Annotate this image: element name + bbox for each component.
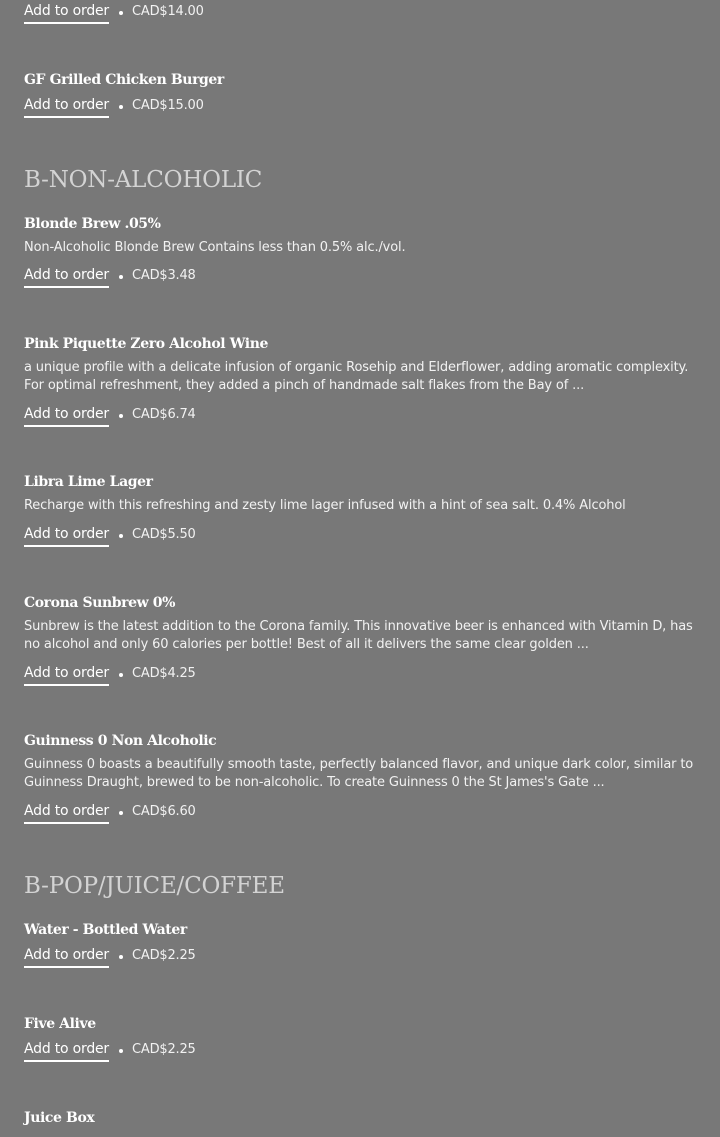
- item-name: Libra Lime Lager: [24, 474, 153, 490]
- add-to-order-link[interactable]: Add to order: [24, 525, 109, 547]
- order-row: [24, 405, 696, 429]
- item-name: Pink Piquette Zero Alcohol Wine: [24, 336, 268, 352]
- add-to-order-link[interactable]: Add to order: [24, 266, 109, 288]
- separator-dot-icon: [119, 534, 123, 538]
- item-description: Recharge with this refreshing and zesty lime lager infused with a hint of sea salt. 0.4% Alcohol: [24, 498, 626, 513]
- add-to-order-link[interactable]: Add to order: [24, 1040, 109, 1062]
- item-price: CAD$2.25: [132, 948, 196, 963]
- separator-dot-icon: [119, 275, 123, 279]
- order-row: [24, 96, 696, 120]
- item-description: Non-Alcoholic Blonde Brew Contains less than 0.5% alc./vol.: [24, 240, 406, 255]
- item-name: Juice Box: [24, 1110, 95, 1126]
- add-to-order-link[interactable]: Add to order: [24, 96, 109, 118]
- order-row: [24, 1040, 696, 1064]
- order-row: [24, 802, 696, 826]
- menu-item: [24, 473, 696, 515]
- menu-item: [24, 1015, 696, 1033]
- separator-dot-icon: [119, 673, 123, 677]
- menu-item: [24, 335, 696, 395]
- add-to-order-link[interactable]: Add to order: [24, 946, 109, 968]
- item-price: CAD$3.48: [132, 268, 196, 283]
- add-to-order-link[interactable]: Add to order: [24, 664, 109, 686]
- menu-item: [24, 1109, 696, 1127]
- section-title: B-NON-ALCOHOLIC: [24, 167, 263, 193]
- order-row: [24, 2, 696, 26]
- separator-dot-icon: [119, 1049, 123, 1053]
- menu-item: [24, 921, 696, 939]
- item-price: CAD$6.60: [132, 804, 196, 819]
- item-price: CAD$14.00: [132, 4, 204, 19]
- item-name: Guinness 0 Non Alcoholic: [24, 733, 217, 749]
- separator-dot-icon: [119, 414, 123, 418]
- item-name: Corona Sunbrew 0%: [24, 595, 176, 611]
- separator-dot-icon: [119, 105, 123, 109]
- order-row: [24, 946, 696, 970]
- menu-item: [24, 732, 696, 792]
- item-description: Sunbrew is the latest addition to the Corona family. This innovative beer is enhanced with Vitamin D, has no alcohol and only 60 calories per bottle! Best of all it delivers the same clear golden ...: [24, 619, 693, 652]
- add-to-order-link[interactable]: Add to order: [24, 802, 109, 824]
- item-name: Water - Bottled Water: [24, 922, 187, 938]
- order-row: [24, 266, 696, 290]
- item-description: Guinness 0 boasts a beautifully smooth taste, perfectly balanced flavor, and unique dark color, similar to Guinness Draught, brewed to be non-alcoholic. To create Guinness 0 the St James's Gate ...: [24, 757, 694, 790]
- item-price: CAD$15.00: [132, 98, 204, 113]
- menu-item: [24, 594, 696, 654]
- separator-dot-icon: [119, 11, 123, 15]
- item-name: Blonde Brew .05%: [24, 216, 161, 232]
- item-price: CAD$5.50: [132, 527, 196, 542]
- item-name: GF Grilled Chicken Burger: [24, 72, 224, 88]
- add-to-order-link[interactable]: Add to order: [24, 2, 109, 24]
- separator-dot-icon: [119, 811, 123, 815]
- section-title: B-POP/JUICE/COFFEE: [24, 873, 285, 899]
- menu-item: [24, 215, 696, 257]
- separator-dot-icon: [119, 955, 123, 959]
- item-name: Five Alive: [24, 1016, 96, 1032]
- item-price: CAD$4.25: [132, 666, 196, 681]
- order-row: [24, 664, 696, 688]
- item-price: CAD$2.25: [132, 1042, 196, 1057]
- item-description: a unique profile with a delicate infusion of organic Rosehip and Elderflower, adding aromatic complexity. For optimal refreshment, they added a pinch of handmade salt flakes from the Bay of ...: [24, 360, 689, 393]
- menu-item: [24, 71, 696, 89]
- add-to-order-link[interactable]: Add to order: [24, 405, 109, 427]
- item-price: CAD$6.74: [132, 407, 196, 422]
- order-row: [24, 525, 696, 549]
